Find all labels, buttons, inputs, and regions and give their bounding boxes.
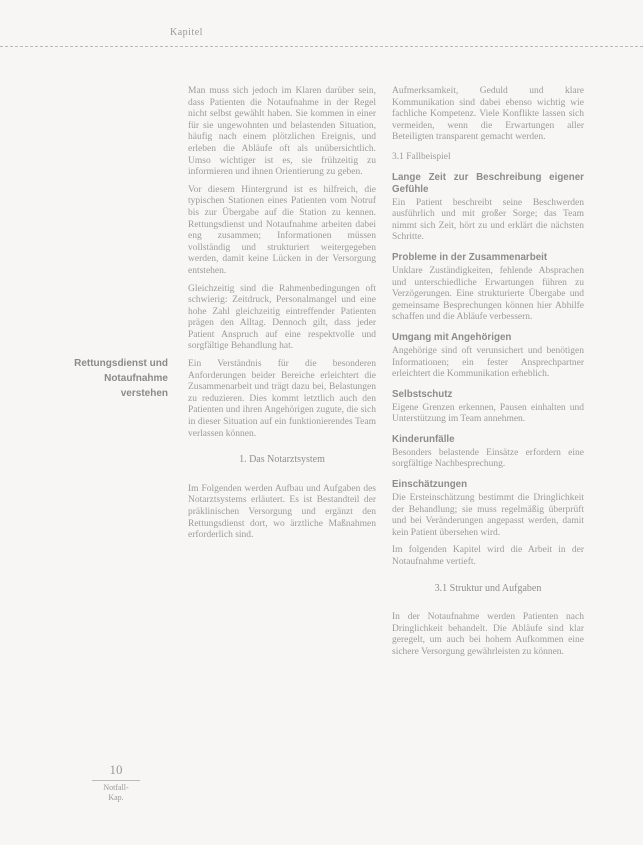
section-body: Eigene Grenzen erkennen, Pausen einhalten und Unterstützung im Team annehmen. — [392, 402, 584, 425]
paragraph: Im Folgenden werden Aufbau und Aufgaben des Notarztsystems erläutert. Es ist Bestandteil der präklinischen Versorgung und ergänzt den Rettungsdienst dort, wo ärztliche Maßnahmen erforderlich sind. — [188, 483, 376, 541]
header-rule — [0, 46, 643, 47]
intro-paragraph: Aufmerksamkeit, Geduld und klare Kommunikation sind dabei ebenso wichtig wie fachliche Kompetenz. Viele Konflikte lassen sich vermeiden, wenn die Erwartungen aller Beteiligten transparent gemacht werden. — [392, 86, 584, 143]
footer-line-2: Kap. — [108, 793, 124, 802]
intro-label: 3.1 Fallbeispiel — [392, 151, 451, 162]
page-number: 10 — [109, 762, 123, 777]
section-body: Ein Patient beschreibt seine Beschwerden ausführlich und mit großer Sorge; das Team nimmt sich Zeit, hört zu und erklärt die nächsten Schritte. — [392, 197, 584, 243]
paragraph: Vor diesem Hintergrund ist es hilfreich, die typischen Stationen eines Patienten vom Notruf bis zur Übergabe auf die Station zu kennen. Rettungsdienst und Notaufnahme arbeiten dabei eng zusammen; Informationen müssen vollständig und strukturiert weitergegeben werden, damit keine Lücken in der Versorgung entstehen. — [188, 184, 376, 276]
running-header: Kapitel — [170, 27, 203, 38]
section-title: Kinderunfälle — [392, 433, 455, 445]
paragraph: Gleichzeitig sind die Rahmenbedingungen oft schwierig: Zeitdruck, Personalmangel und eine hohe Zahl gleichzeitig eintreffender Patienten prägen den Alltag. Dennoch gilt, dass jeder Patient Anspruch auf eine respektvolle und sorgfältige Behandlung hat. — [188, 283, 376, 352]
left-column — [188, 86, 376, 548]
section-title: Einschätzungen — [392, 479, 468, 491]
section-heading: 1. Das Notarztsystem — [239, 454, 325, 466]
footer-rule — [92, 780, 140, 781]
section-body: Unklare Zuständigkeiten, fehlende Absprachen und unterschiedliche Erwartungen führen zu Verzögerungen. Eine strukturierte Übergabe und gemeinsame Besprechungen können hier Abhilfe schaffen und die Abläufe verbessern. — [392, 265, 584, 323]
paragraph: Ein Verständnis für die besonderen Anforderungen beider Bereiche erleichtert die Zusammenarbeit und trägt dazu bei, Belastungen zu reduzieren. Dies kommt letztlich auch den Patienten und ihren Angehörigen zugute, die sich in dieser Situation auf ein funktionierendes Team verlassen können. — [188, 359, 376, 439]
section-body: Die Ersteinschätzung bestimmt die Dringlichkeit der Behandlung; sie muss regelmäßig überprüft und bei Veränderungen angepasst werden, damit kein Patient übersehen wird. — [392, 493, 584, 538]
outro-paragraph: Im folgenden Kapitel wird die Arbeit in der Notaufnahme vertieft. — [392, 545, 584, 568]
paragraph: In der Notaufnahme werden Patienten nach Dringlichkeit behandelt. Die Abläufe sind klar geregelt, um auch bei hohem Aufkommen eine sichere Versorgung gewährleisten zu können. — [392, 612, 584, 657]
section-title: Lange Zeit zur Beschreibung eigener Gefühle — [392, 171, 584, 195]
right-column — [392, 86, 584, 665]
section-body: Besonders belastende Einsätze erfordern eine sorgfältige Nachbesprechung. — [392, 447, 584, 470]
section-heading: 3.1 Struktur und Aufgaben — [434, 582, 542, 594]
section-title: Umgang mit Angehörigen — [392, 331, 512, 343]
margin-heading: Rettungsdienst und Notaufnahme verstehen — [74, 358, 168, 399]
section-body: Angehörige sind oft verunsichert und benötigen Informationen; ein fester Ansprechpartner erleichtert die Kommunikation erheblich. — [392, 345, 584, 380]
page-footer — [92, 762, 140, 803]
paragraph: Man muss sich jedoch im Klaren darüber sein, dass Patienten die Notaufnahme in der Regel nicht selbst gewählt haben. Sie kommen in einer für sie ungewohnten und belastenden Situation, häufig nach einem plötzlichen Ereignis, und erleben die Abläufe oft als unübersichtlich. Umso wichtiger ist es, sie frühzeitig zu informieren und ihnen Orientierung zu geben. — [188, 86, 376, 178]
section-title: Probleme in der Zusammenarbeit — [392, 251, 548, 263]
section-title: Selbstschutz — [392, 388, 453, 400]
footer-line-1: Notfall- — [103, 783, 129, 792]
